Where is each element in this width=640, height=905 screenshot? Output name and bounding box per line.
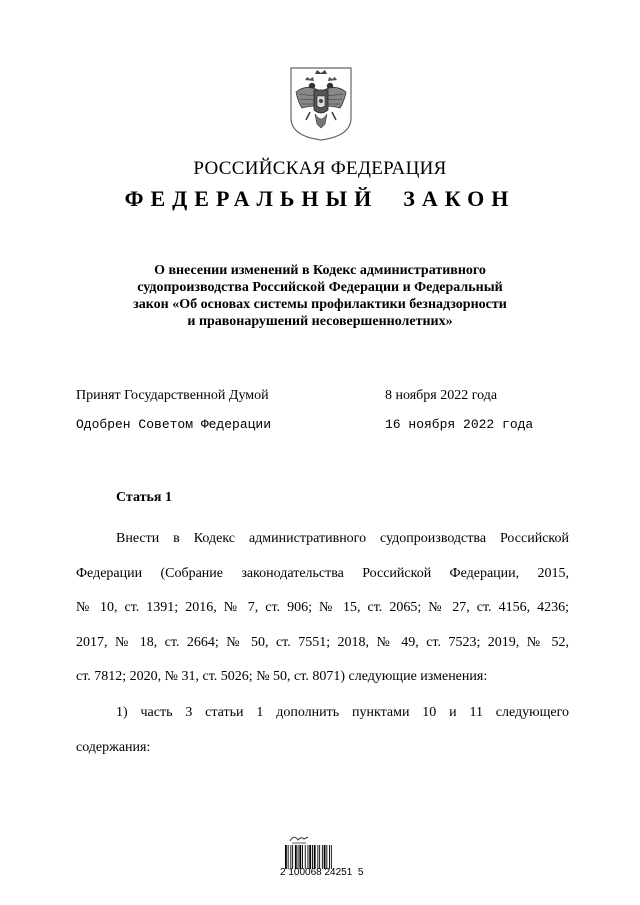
article-text-line: ст. 7812; 2020, № 31, ст. 5026; № 50, ст. 8071) следующие изменения: [76, 669, 488, 684]
barcode-bar [290, 845, 291, 869]
barcode-bar [298, 845, 299, 869]
duma-adoption-label: Принят Государственной Думой [76, 388, 269, 403]
council-approval-label: Одобрен Советом Федерации [76, 417, 272, 432]
signature-mark-icon [288, 832, 310, 844]
barcode-bar [326, 845, 327, 869]
article-text-line: 2017, № 18, ст. 2664; № 50, ст. 7551; 2018, № 49, ст. 7523; 2019, № 52, [76, 635, 569, 650]
duma-adoption-date: 8 ноября 2022 года [385, 388, 498, 403]
barcode-bar [285, 845, 287, 869]
barcode-bar [292, 845, 293, 869]
barcode-bar [308, 845, 309, 869]
country-name: РОССИЙСКАЯ ФЕДЕРАЦИЯ [193, 158, 447, 179]
article-item-line: содержания: [76, 740, 151, 755]
barcode-bar [322, 845, 323, 869]
law-title-line: и правонарушений несовершеннолетних» [187, 314, 453, 329]
barcode-bar [312, 845, 313, 869]
barcode-number: 2 100068 24251 5 [280, 867, 364, 878]
barcode-bar [314, 845, 316, 869]
law-title-line: закон «Об основах системы профилактики безнадзорности [133, 297, 507, 312]
article-text-line: Федерации (Собрание законодательства Российской Федерации, 2015, [76, 566, 569, 581]
barcode-bar [288, 845, 289, 869]
barcode-bar [295, 845, 297, 869]
council-approval-date: 16 ноября 2022 года [385, 417, 534, 432]
article-item-line: 1) часть 3 статьи 1 дополнить пунктами 10 и 11 следующего [116, 705, 569, 720]
article-heading: Статья 1 [116, 490, 172, 505]
article-text-line: № 10, ст. 1391; 2016, № 7, ст. 906; № 15, ст. 2065; № 27, ст. 4156, 4236; [76, 600, 569, 615]
law-title [100, 262, 540, 330]
barcode-bar [319, 845, 320, 869]
barcode-bar [305, 845, 306, 869]
barcode-bar [324, 845, 326, 869]
article-text-line: Внести в Кодекс административного судопроизводства Российской [116, 531, 569, 546]
barcode-bar [331, 845, 332, 869]
barcode-bar [299, 845, 301, 869]
law-title-line: судопроизводства Российской Федерации и Федеральный [137, 280, 503, 295]
barcode-bar [309, 845, 311, 869]
barcode [285, 845, 357, 869]
barcode-bar [302, 845, 303, 869]
barcode-bar [317, 845, 318, 869]
document-type: ФЕДЕРАЛЬНЫЙ ЗАКОН [124, 186, 516, 211]
barcode-bar [329, 845, 330, 869]
law-title-line: О внесении изменений в Кодекс административного [154, 263, 486, 278]
coat-of-arms-emblem [288, 66, 354, 142]
